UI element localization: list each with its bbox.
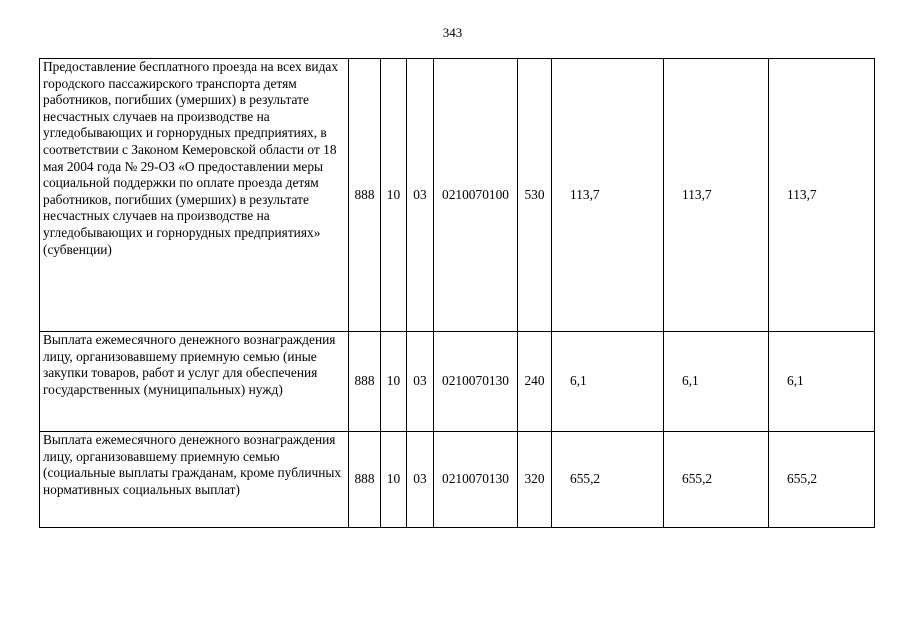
dept-code: 888: [349, 432, 381, 528]
table-row: [40, 332, 875, 432]
dept-code: 888: [349, 59, 381, 332]
section-code: 10: [381, 332, 407, 432]
subsection-code: 03: [407, 332, 434, 432]
section-code: 10: [381, 432, 407, 528]
amount-year-2: 6,1: [664, 332, 769, 432]
amount-year-2: 655,2: [664, 432, 769, 528]
row-description: Предоставление бесплатного проезда на всех видах городского пассажирского транспорта детям работников, погибших (умерших) в результате несчастных случаев на производстве на угледобывающих и горнорудных предприятиях, в соответствии с Законом Кемеровской области от 18 мая 2004 года № 29-ОЗ «О предоставлении меры социальной поддержки по оплате проезда детям работников, погибших (умерших) в результате несчастных случаев на производстве на угледобывающих и горнорудных предприятиях» (субвенции): [40, 59, 349, 332]
section-code: 10: [381, 59, 407, 332]
row-description: Выплата ежемесячного денежного вознаграждения лицу, организовавшему приемную семью (социальные выплаты гражданам, кроме публичных нормативных социальных выплат): [40, 432, 349, 528]
dept-code: 888: [349, 332, 381, 432]
table-row: [40, 432, 875, 528]
amount-year-2: 113,7: [664, 59, 769, 332]
page-number: 343: [442, 25, 463, 40]
amount-year-1: 6,1: [552, 332, 664, 432]
target-code: 0210070100: [434, 59, 518, 332]
target-code: 0210070130: [434, 432, 518, 528]
row-description: Выплата ежемесячного денежного вознаграждения лицу, организовавшему приемную семью (иные закупки товаров, работ и услуг для обеспечения государственных (муниципальных) нужд): [40, 332, 349, 432]
expense-type-code: 240: [518, 332, 552, 432]
target-code: 0210070130: [434, 332, 518, 432]
amount-year-1: 113,7: [552, 59, 664, 332]
amount-year-3: 6,1: [769, 332, 875, 432]
budget-table: [39, 58, 875, 528]
expense-type-code: 530: [518, 59, 552, 332]
subsection-code: 03: [407, 59, 434, 332]
amount-year-3: 655,2: [769, 432, 875, 528]
amount-year-3: 113,7: [769, 59, 875, 332]
amount-year-1: 655,2: [552, 432, 664, 528]
table-row: [40, 59, 875, 332]
subsection-code: 03: [407, 432, 434, 528]
expense-type-code: 320: [518, 432, 552, 528]
